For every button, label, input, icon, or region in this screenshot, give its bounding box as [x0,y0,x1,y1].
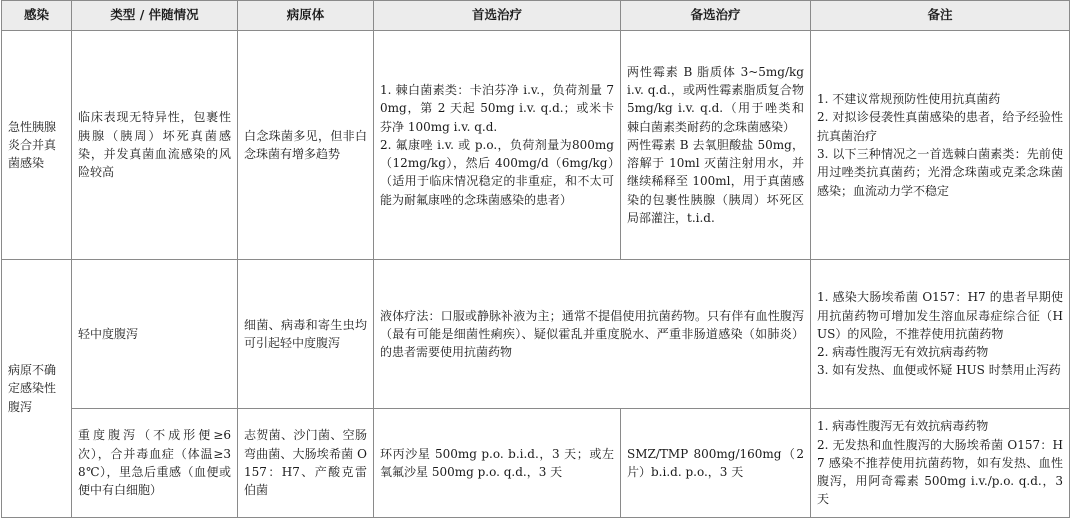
antimicrobial-treatment-table [1,0,1070,518]
note-item: 1. 病毒性腹泻无有效抗病毒药物 [817,419,989,434]
cell-type: 轻中度腹泻 [72,260,238,409]
note-item: 1. 不建议常规预防性使用抗真菌药 [817,92,1001,107]
cell-pathogen: 细菌、病毒和寄生虫均可引起轻中度腹泻 [238,260,374,409]
cell-type: 临床表现无特异性，包裹性胰腺（胰周）坏死真菌感染，并发真菌血流感染的风险较高 [72,31,238,260]
table-row [2,409,1070,518]
cell-alternative [621,409,811,518]
cell-pathogen: 志贺菌、沙门菌、空肠弯曲菌、大肠埃希菌 O157：H7、产酸克雷伯菌 [238,409,374,518]
note-item: 2. 病毒性腹泻无有效抗病毒药物 [817,345,989,360]
header-pathogen: 病原体 [238,1,374,31]
first-line-item: 2. 氟康唑 i.v. 或 p.o.，负荷剂量为800mg（12mg/kg），然后 400mg/d（6mg/kg）（适用于临床情况稳定的非重症，和不太可能为耐氟康唑的念珠菌感染的患者） [380,137,614,207]
cell-notes [811,409,1070,518]
header-infection: 感染 [2,1,72,31]
header-notes: 备注 [811,1,1070,31]
cell-notes [811,260,1070,409]
alternative-item: 两性霉素 B 去氧胆酸盐 50mg，溶解于 10ml 灭菌注射用水，并继续稀释至 100ml，用于真菌感染的包裹性胰腺（胰周）坏死区局部灌注，t.i.d. [627,137,804,226]
cell-first-line [374,31,621,260]
first-line-item: 环丙沙星 500mg p.o. b.i.d.，3 天；或左氧氟沙星 500mg p.o. q.d.，3 天 [380,446,614,479]
first-line-item: 液体疗法：口服或静脉补液为主；通常不提倡使用抗菌药物。只有伴有血性腹泻（最有可能是细菌性痢疾）、疑似霍乱并重度脱水、严重非肠道感染（如肺炎）的患者需要使用抗菌药物 [380,308,804,360]
cell-pathogen: 白念珠菌多见，但非白念珠菌有增多趋势 [238,31,374,260]
cell-alternative [621,31,811,260]
cell-notes [811,31,1070,260]
first-line-item: 1. 棘白菌素类：卡泊芬净 i.v.，负荷剂量 70mg，第 2 天起 50mg i.v. q.d.；或米卡芬净 100mg i.v. q.d. [380,82,614,134]
header-type: 类型 / 伴随情况 [72,1,238,31]
cell-first-line [374,260,811,409]
cell-infection: 病原不确定感染性腹泻 [2,260,72,518]
note-item: 1. 感染大肠埃希菌 O157：H7 的患者早期使用抗菌药物可增加发生溶血尿毒症综合征（HUS）的风险，不推荐使用抗菌药物 [817,290,1063,341]
header-first-line: 首选治疗 [374,1,621,31]
cell-first-line [374,409,621,518]
table-header-row [2,1,1070,31]
note-item: 3. 如有发热、血便或怀疑 HUS 时禁用止泻药 [817,363,1061,378]
alternative-item: SMZ/TMP 800mg/160mg（2 片）b.i.d. p.o.，3 天 [627,446,804,479]
table-row [2,260,1070,409]
alternative-item: 两性霉素 B 脂质体 3~5mg/kg i.v. q.d.，或两性霉素脂质复合物 5mg/kg i.v. q.d.（用于唑类和棘白菌素类耐药的念珠菌感染） [627,64,804,134]
cell-infection: 急性胰腺炎合并真菌感染 [2,31,72,260]
note-item: 2. 无发热和血性腹泻的大肠埃希菌 O157：H7 感染不推荐使用抗菌药物，如有发热、血性腹泻，用阿奇霉素 500mg i.v./p.o. q.d.，3 天 [817,437,1063,507]
note-item: 3. 以下三种情况之一首选棘白菌素类：先前使用过唑类抗真菌药；光滑念珠菌或克柔念珠菌感染；血流动力学不稳定 [817,147,1063,198]
header-alternative: 备选治疗 [621,1,811,31]
cell-type: 重度腹泻（不成形便≥6次），合并毒血症（体温≥38℃），里急后重感（血便或便中有白细胞） [72,409,238,518]
note-item: 2. 对拟诊侵袭性真菌感染的患者，给予经验性抗真菌治疗 [817,110,1063,143]
table-row [2,31,1070,260]
